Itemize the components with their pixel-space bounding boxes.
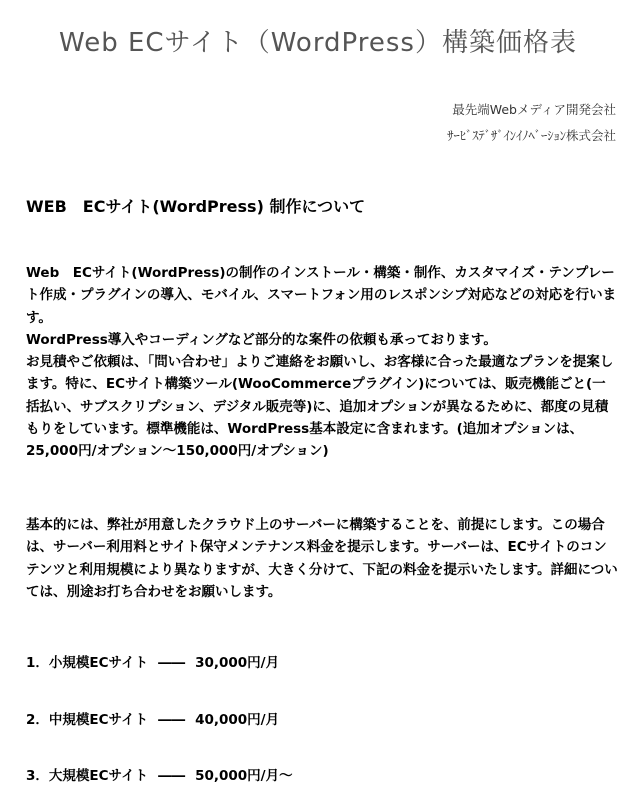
intro-paragraph: Web ECサイト(WordPress)の制作のインストール・構築・制作、カスタマイズ・テンプレート作成・プラグインの導入、モバイル、スマートフォン用のレスポンシブ対応などの対応を行います。 WordPress導入やコーディングなど部分的な案件の依頼も承っております。 お見積やご依頼は、「問い合わせ」よりご連絡をお願いし、お客様に合った最適なプランを提案します。特に、ECサイト構築ツール(WooCommerceプラグイン)については、販売機能ごと(一括払い、サブスクリプション、デジタル販売等)に、追加オプションが異なるために、都度の見積もりをしています。標準機能は、WordPress基本設定に含まれます。(追加オプションは、25,000円/オプション～150,000円/オプション) [26, 265, 617, 460]
plan-price: 30,000円/月 [195, 655, 280, 671]
plan-item-large [26, 764, 293, 784]
company-tagline: 最先端Webメディア開発会社 [452, 102, 616, 117]
company-name: ｻｰﾋﾞｽﾃﾞｻﾞｲﾝｲﾉﾍﾞｰｼｮﾝ株式会社 [447, 128, 616, 143]
plan-label: 2．中規模ECサイト [26, 712, 149, 728]
section-heading: WEB ECサイト(WordPress) 制作について [26, 197, 366, 216]
plan-price: 40,000円/月 [195, 712, 280, 728]
plan-price: 50,000円/月～ [195, 768, 293, 784]
plan-dash: ―― [158, 655, 186, 671]
server-paragraph: 基本的には、弊社が用意したクラウド上のサーバーに構築することを、前提にします。この場合は、サーバー利用料とサイト保守メンテナンス料金を提示します。サーバーは、ECサイトのコンテンツと利用規模により異なりますが、大きく分けて、下記の料金を提示いたします。詳細については、別途お打ち合わせをお願いします。 [26, 517, 618, 600]
page-title: Web ECサイト（WordPress）構築価格表 [59, 28, 577, 58]
plan-dash: ―― [158, 768, 186, 784]
plan-label: 1．小規模ECサイト [26, 655, 149, 671]
plan-dash: ―― [158, 712, 186, 728]
plan-label: 3．大規模ECサイト [26, 768, 149, 784]
plan-item-small [26, 651, 279, 671]
plan-item-medium [26, 708, 279, 728]
